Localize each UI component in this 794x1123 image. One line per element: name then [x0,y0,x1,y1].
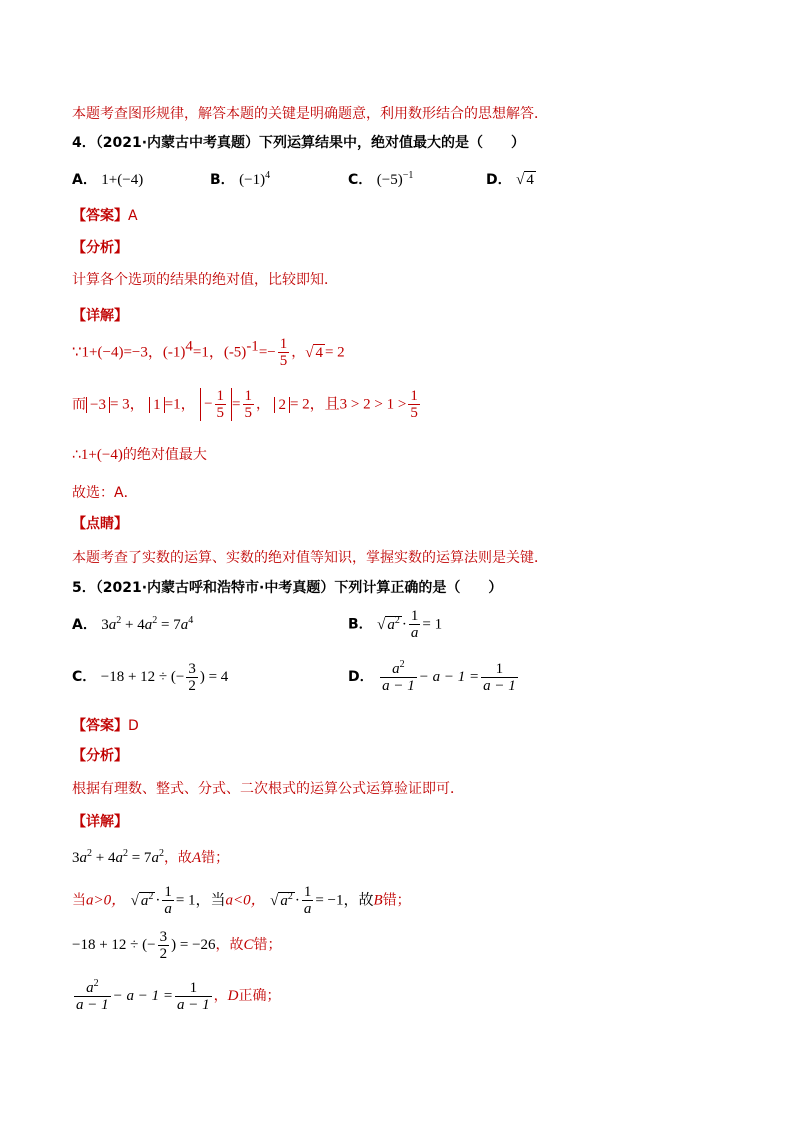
prev-summary: 本题考查图形规律，解答本题的关键是明确题意，利用数形结合的思想解答． [72,106,548,122]
answer-value: A [128,208,138,224]
option-label: A． [72,172,97,188]
q5-detail-line3: −18 + 12 ÷ (− $\frac{3}{2}$ ) = −26，故C错； [72,928,282,962]
q4-analysis-tag: 【分析】 [72,240,128,256]
q4-answer [72,206,138,226]
option-label: D． [486,172,512,188]
q5-number: 5． [72,580,96,596]
q4-source: （2021·内蒙古中考真题） [95,135,260,151]
q4-number: 4． [72,135,96,151]
answer-tag: 【答案】 [72,718,128,734]
option-expr: $(-5)^{-1}$ [376,170,414,188]
q4-option-d [486,170,536,190]
q5-analysis-tag: 【分析】 [72,748,128,764]
option-expr: 1+(−4) [101,172,144,188]
q5-answer [72,716,139,736]
answer-value: D [128,718,139,734]
q4-option-c [348,170,413,190]
q5-stem-text: 下列计算正确的是（ ） [334,580,503,596]
answer-tag: 【答案】 [72,208,128,224]
q4-option-a [72,170,143,190]
q5-detail-line2: 当a>0， √ $a^2$ · $\frac{1}{a}$ = 1，当a<0， √ $a^2$ · $\frac{1}{a}$ = −1，故B错； [72,884,411,917]
q4-choose: 故选：A． [72,485,138,501]
q5-detail-line4: $\frac{a^2}{a - 1}$ − a − 1 = $\frac{1}{a - 1}$ ，D正确； [76,977,281,1013]
option-expr: √ 4 [516,172,534,188]
q5-detail-line1: $3a^2 + 4a^2 = 7a^2$，故A错； [72,848,230,866]
q5-detail-tag: 【详解】 [72,814,128,830]
option-label: C． [348,172,373,188]
q5-stem [72,578,502,598]
q4-detail-line2: 而 −3 = 3， 1 =1， − $\frac{1}{5}$ = $\frac{1}{5}$ ， 2 = 2，且3 > 2 > 1 > $\frac{1}{5}$ [72,388,418,421]
q5-option-d: D． $\frac{a^2}{a - 1}$ − a − 1 = $\frac{1}{a - 1}$ [348,658,516,694]
q4-stem [72,133,525,153]
q4-comment-tag: 【点睛】 [72,516,128,532]
q4-stem-text: 下列运算结果中，绝对值最大的是（ ） [259,135,526,151]
q5-option-c: C． −18 + 12 ÷ (− $\frac{3}{2}$ ) = 4 [72,660,229,694]
option-expr: $(-1)^4$ [239,170,271,188]
q4-detail-line1: ∵1+(−4)=−3，$(-1)^4=1$，$(-5)^{-1}=-$ $\frac{1}{5}$ ，√ 4 = 2 [72,336,345,369]
q4-option-b [210,170,270,190]
q4-detail-line3: ∴1+(−4)的绝对值最大 [72,447,207,463]
q4-detail-tag: 【详解】 [72,308,128,324]
q5-source: （2021·内蒙古呼和浩特市·中考真题） [95,580,335,596]
q5-option-a: A． $3a^2 + 4a^2 = 7a^4$ [72,615,194,633]
fraction: $\frac{1}{5}$ [279,336,288,369]
q4-analysis: 计算各个选项的结果的绝对值，比较即知． [72,272,338,288]
q5-analysis: 根据有理数、整式、分式、二次根式的运算公式运算验证即可． [72,781,464,797]
option-label: B． [210,172,235,188]
q5-option-b: B． √ $a^2$ · $\frac{1}{a}$ = 1 [348,608,443,641]
q4-comment: 本题考查了实数的运算、实数的绝对值等知识，掌握实数的运算法则是关键． [72,550,548,566]
